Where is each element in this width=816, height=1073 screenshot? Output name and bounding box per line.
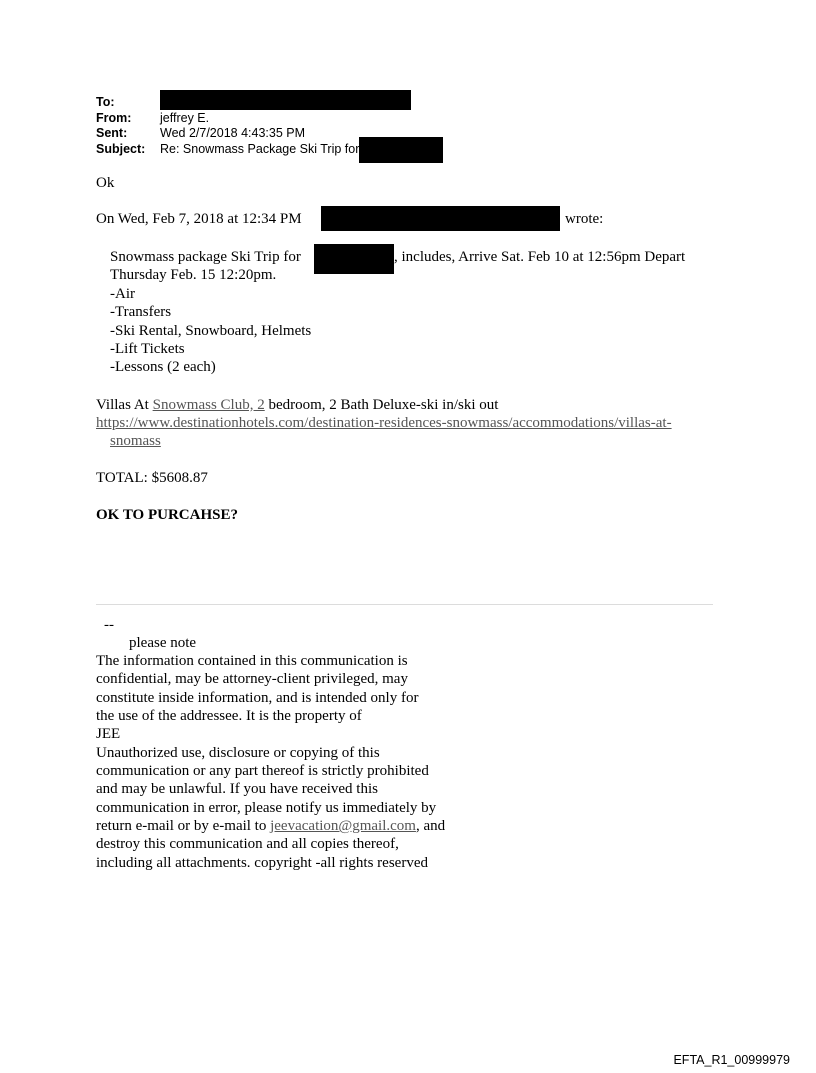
from-row — [96, 111, 443, 127]
url-link-line1[interactable]: https://www.destinationhotels.com/destination-residences-snowmass/accommodations/villas-at- — [96, 415, 672, 431]
please-note: please note — [129, 635, 197, 651]
villas-link[interactable]: Snowmass Club, 2 — [152, 397, 265, 413]
subject-redaction — [359, 137, 443, 163]
recipient-redaction — [314, 244, 394, 274]
disclaimer-line: confidential, may be attorney-client privileged, may — [96, 671, 408, 687]
url-link-line2[interactable]: snomass — [110, 433, 161, 449]
disclaimer-line: including all attachments. copyright -all rights reserved — [96, 855, 428, 871]
list-item: -Lift Tickets — [110, 341, 185, 357]
subject-row — [96, 142, 443, 158]
quote-intro-prefix: On Wed, Feb 7, 2018 at 12:34 PM — [96, 211, 302, 227]
signature-divider — [96, 604, 713, 605]
disclaimer-line: JEE — [96, 726, 121, 742]
subject-value: Re: Snowmass Package Ski Trip for — [160, 141, 360, 156]
disclaimer-email-line — [96, 817, 445, 835]
quote-intro — [96, 210, 302, 228]
disclaimer-line: Unauthorized use, disclosure or copying of this — [96, 745, 380, 761]
to-label: To: — [96, 95, 115, 109]
disclaimer-line: communication or any part thereof is strictly prohibited — [96, 763, 429, 779]
email-header — [96, 95, 443, 157]
email-suffix: , and — [415, 818, 446, 834]
quoted-line2: Thursday Feb. 15 12:20pm. — [110, 267, 277, 283]
disclaimer-line: constitute inside information, and is intended only for — [96, 690, 419, 706]
signature-dashes: -- — [104, 617, 114, 633]
list-item: -Transfers — [110, 304, 172, 320]
purchase-question: OK TO PURCAHSE? — [96, 507, 238, 523]
list-item: -Lessons (2 each) — [110, 359, 216, 375]
reply-text: Ok — [96, 175, 115, 191]
sender-redaction — [321, 206, 560, 231]
quoted-line1-prefix: Snowmass package Ski Trip for — [110, 249, 301, 265]
villas-prefix: Villas At — [96, 397, 153, 413]
quote-intro-suffix: wrote: — [565, 211, 604, 227]
from-label: From: — [96, 110, 132, 125]
disclaimer-line: and may be unlawful. If you have received this — [96, 781, 378, 797]
document-id: EFTA_R1_00999979 — [673, 1053, 790, 1067]
to-redaction — [160, 90, 411, 110]
subject-label: Subject: — [96, 141, 146, 156]
disclaimer-line: The information contained in this communication is — [96, 653, 408, 669]
villas-suffix: bedroom, 2 Bath Deluxe-ski in/ski out — [264, 397, 499, 413]
list-item: -Air — [110, 286, 135, 302]
email-link[interactable]: jeevacation@gmail.com — [270, 818, 416, 834]
sent-label: Sent: — [96, 126, 128, 140]
quoted-line1-suffix: , includes, Arrive Sat. Feb 10 at 12:56pm Depart — [394, 249, 686, 265]
villas-line — [96, 396, 498, 414]
from-value: jeffrey E. — [160, 110, 210, 125]
sent-value: Wed 2/7/2018 4:43:35 PM — [160, 126, 306, 140]
disclaimer-line: destroy this communication and all copies thereof, — [96, 836, 399, 852]
disclaimer-line: communication in error, please notify us immediately by — [96, 800, 437, 816]
to-row — [96, 95, 443, 111]
list-item: -Ski Rental, Snowboard, Helmets — [110, 323, 312, 339]
total-text: TOTAL: $5608.87 — [96, 470, 208, 486]
email-prefix: return e-mail or by e-mail to — [96, 818, 271, 834]
disclaimer-line: the use of the addressee. It is the property of — [96, 708, 362, 724]
